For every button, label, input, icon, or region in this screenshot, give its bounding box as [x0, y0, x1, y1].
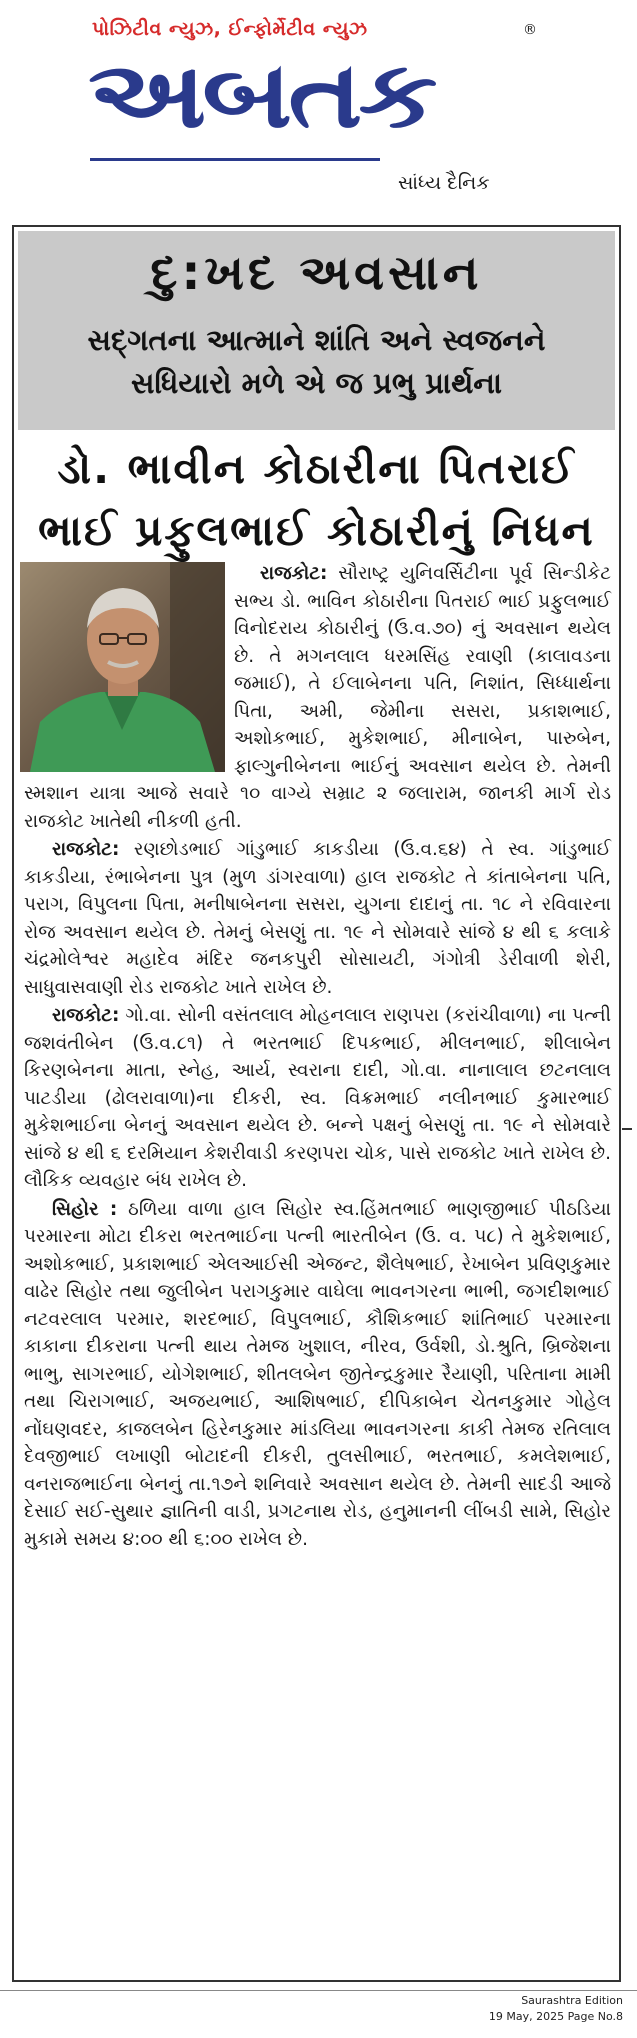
logo-underline	[90, 158, 380, 161]
obituary-paragraph: સિહોર : ઠળિયા વાળા હાલ સિહોર સ્વ.હિંમતભાઈ ભાણજીભાઈ પીઠડિયા પરમારના મોટા દીકરા ભરતભાઈના પત્ની ભારતીબેન (ઉ. વ. ૫૮) તે મુકેશભાઈ, અશોકભાઈ, પ્રકાશભાઈ એલઆઈસી એજન્ટ, શૈલેષભાઈ, રેખાબેન પ્રવિણકુમાર વાઢેર સિહોર તથા જુલીબેન પરાગકુમાર વાઘેલા ભાવનગરના ભાભી, જગદીશભાઈ નટવરલાલ પરમાર, શરદભાઈ, વિપુલભાઈ, કૌશિકભાઈ શાંતિભાઈ પરમારના કાકાના દીકરાના પત્ની થાય તેમજ ખુશાલ, નીરવ, ઉર્વશી, ડો.શ્રુતિ, બ્રિજેશના ભાભુ, સાગરભાઈ, યોગેશભાઈ, શીતલબેન જીતેન્દ્રકુમાર રૈયાણી, પરિતાના મામી તથા ચિરાગભાઈ, અજયભાઈ, આશિષભાઈ, દીપિકાબેન ચેતનકુમાર ગોહેલ નોંઘણવદર, કાજલબેન હિરેનકુમાર માંડલિયા ભાવનગરના કાકી તેમજ રતિલાલ દેવજીભાઈ લખાણી બોટાદની દીકરી, તુલસીભાઈ, ભરતભાઈ, કમલેશભાઈ, વનરાજભાઈના બેનનું તા.૧૭ને શનિવારે અવસાન થયેલ છે. તેમની સાદડી આજે દેસાઈ સઈ-સુથાર જ્ઞાતિની વાડી, પ્રગટનાથ રોડ, હનુમાનની લીંબડી સામે, સિહોર મુકામે સમય ૪:૦૦ થી ૬:૦૦ રાખેલ છે.	[24, 1198, 611, 1550]
registered-mark: ®	[523, 22, 537, 38]
masthead-subtitle: સાંધ્ય દૈનિક	[398, 172, 490, 194]
subheadline	[24, 438, 609, 562]
margin-mark	[622, 1128, 632, 1130]
obituary-paragraph: રાજકોટ: ગો.વા. સોની વસંતલાલ મોહનલાલ રાણપરા (કરાંચીવાળા) ના પત્ની જશવંતીબેન (ઉ.વ.૮૧) તે ભરતભાઈ દિપકભાઈ, મીલનભાઈ, શીલાબેન કિરણબેનના માતા, સ્નેહ, આર્ય, સ્વરાના દાદી, ગો.વા. નાનાલાલ છટનલાલ પાટડીયા (ઢોલરાવાળા)ના દીકરી, સ્વ. વિક્રમભાઈ નલીનભાઈ કુમારભાઈ મુકેશભાઈના બેનનું અવસાન થયેલ છે. બન્ને પક્ષનું બેસણું તા. ૧૯ ને સોમવારે સાંજે ૪ થી ૬ દરમિયાન કેશરીવાડી કરણપરા ચોક, પાસે રાજકોટ ખાતે રાખેલ છે. લૌકિક વ્યવહાર બંધ રાખેલ છે.	[24, 1005, 611, 1191]
obituary-body	[24, 560, 611, 1554]
edition-date-page: 19 May, 2025 Page No.8	[488, 2010, 623, 2023]
edition-info	[489, 1993, 623, 2025]
subheadline-line-1: ડો. ભાવીન કોઠારીના પિતરાઈ	[57, 444, 576, 493]
obituary-paragraph: રાજકોટ: સૌરાષ્ટ્ર યુનિવર્સિટીના પૂર્વ સિન્ડીકેટ સભ્ય ડો. ભાવિન કોઠારીના પિતરાઈ ભાઈ પ્રફુલભાઈ વિનોદરાય કોઠારીનું (ઉ.વ.૭૦) નું અવસાન થયેલ છે. તે મગનલાલ ધરમસિંહ રવાણી (કાલાવડના જમાઈ), તે ઈલાબેનના પતિ, નિશાંત, સિધ્ધાર્થના પિતા, અમી, જેમીના સસરા, પ્રકાશભાઈ, અશોકભાઈ, મુકેશભાઈ, મીનાબેન, પારુબેન, ફાલ્ગુનીબેનના ભાઈનું અવસાન થયેલ છે. તેમની સ્મશાન યાત્રા આજે સવારે ૧૦ વાગ્યે સમ્રાટ ૨ જલારામ, જાનકી માર્ગ રોડ રાજકોટ ખાતેથી નીકળી હતી.	[24, 563, 611, 832]
headline-main: દુ:ખદ અવસાન	[150, 245, 483, 301]
masthead	[0, 0, 637, 215]
prayer-line-2: સધિયારો મળે એ જ પ્રભુ પ્રાર્થના	[130, 366, 503, 400]
obituary-article	[12, 225, 621, 1982]
newspaper-logo: અબતક	[88, 42, 434, 149]
masthead-tagline: પોઝિટીવ ન્યુઝ, ઈન્ફોર્મેટીવ ન્યુઝ	[92, 18, 368, 40]
edition-name: Saurashtra Edition	[521, 1994, 623, 2007]
obituary-paragraph: રાજકોટ: રણછોડભાઈ ગાંડુભાઈ કાકડીયા (ઉ.વ.૬૪) તે સ્વ. ગાંડુભાઈ કાકડીયા, રંભાબેનના પુત્ર (મુળ ડાંગરવાળા) હાલ રાજકોટ તે કાંતાબેનના પતિ, પરાગ, વિપુલના પિતા, મનીષાબેનના સસરા, યુગના દાદાનું તા. ૧૮ ને રવિવારના રોજ અવસાન થયેલ છે. તેમનું બેસણું તા. ૧૯ ને સોમવારે સાંજે ૪ થી ૬ કલાકે ચંદ્રમોલેશ્વર મહાદેવ મંદિર જનકપુરી સોસાયટી, ગંગોત્રી ડેરીવાળી શેરી, સાધુવાસવાણી રોડ રાજકોટ ખાતે રાખેલ છે.	[24, 839, 611, 998]
prayer-line	[18, 319, 615, 405]
prayer-line-1: સદ્ગતના આત્માને શાંતિ અને સ્વજનને	[87, 323, 546, 357]
subheadline-line-2: ભાઈ પ્રફુલભાઈ કોઠારીનું નિધન	[38, 506, 595, 555]
footer-rule	[0, 1990, 637, 1991]
